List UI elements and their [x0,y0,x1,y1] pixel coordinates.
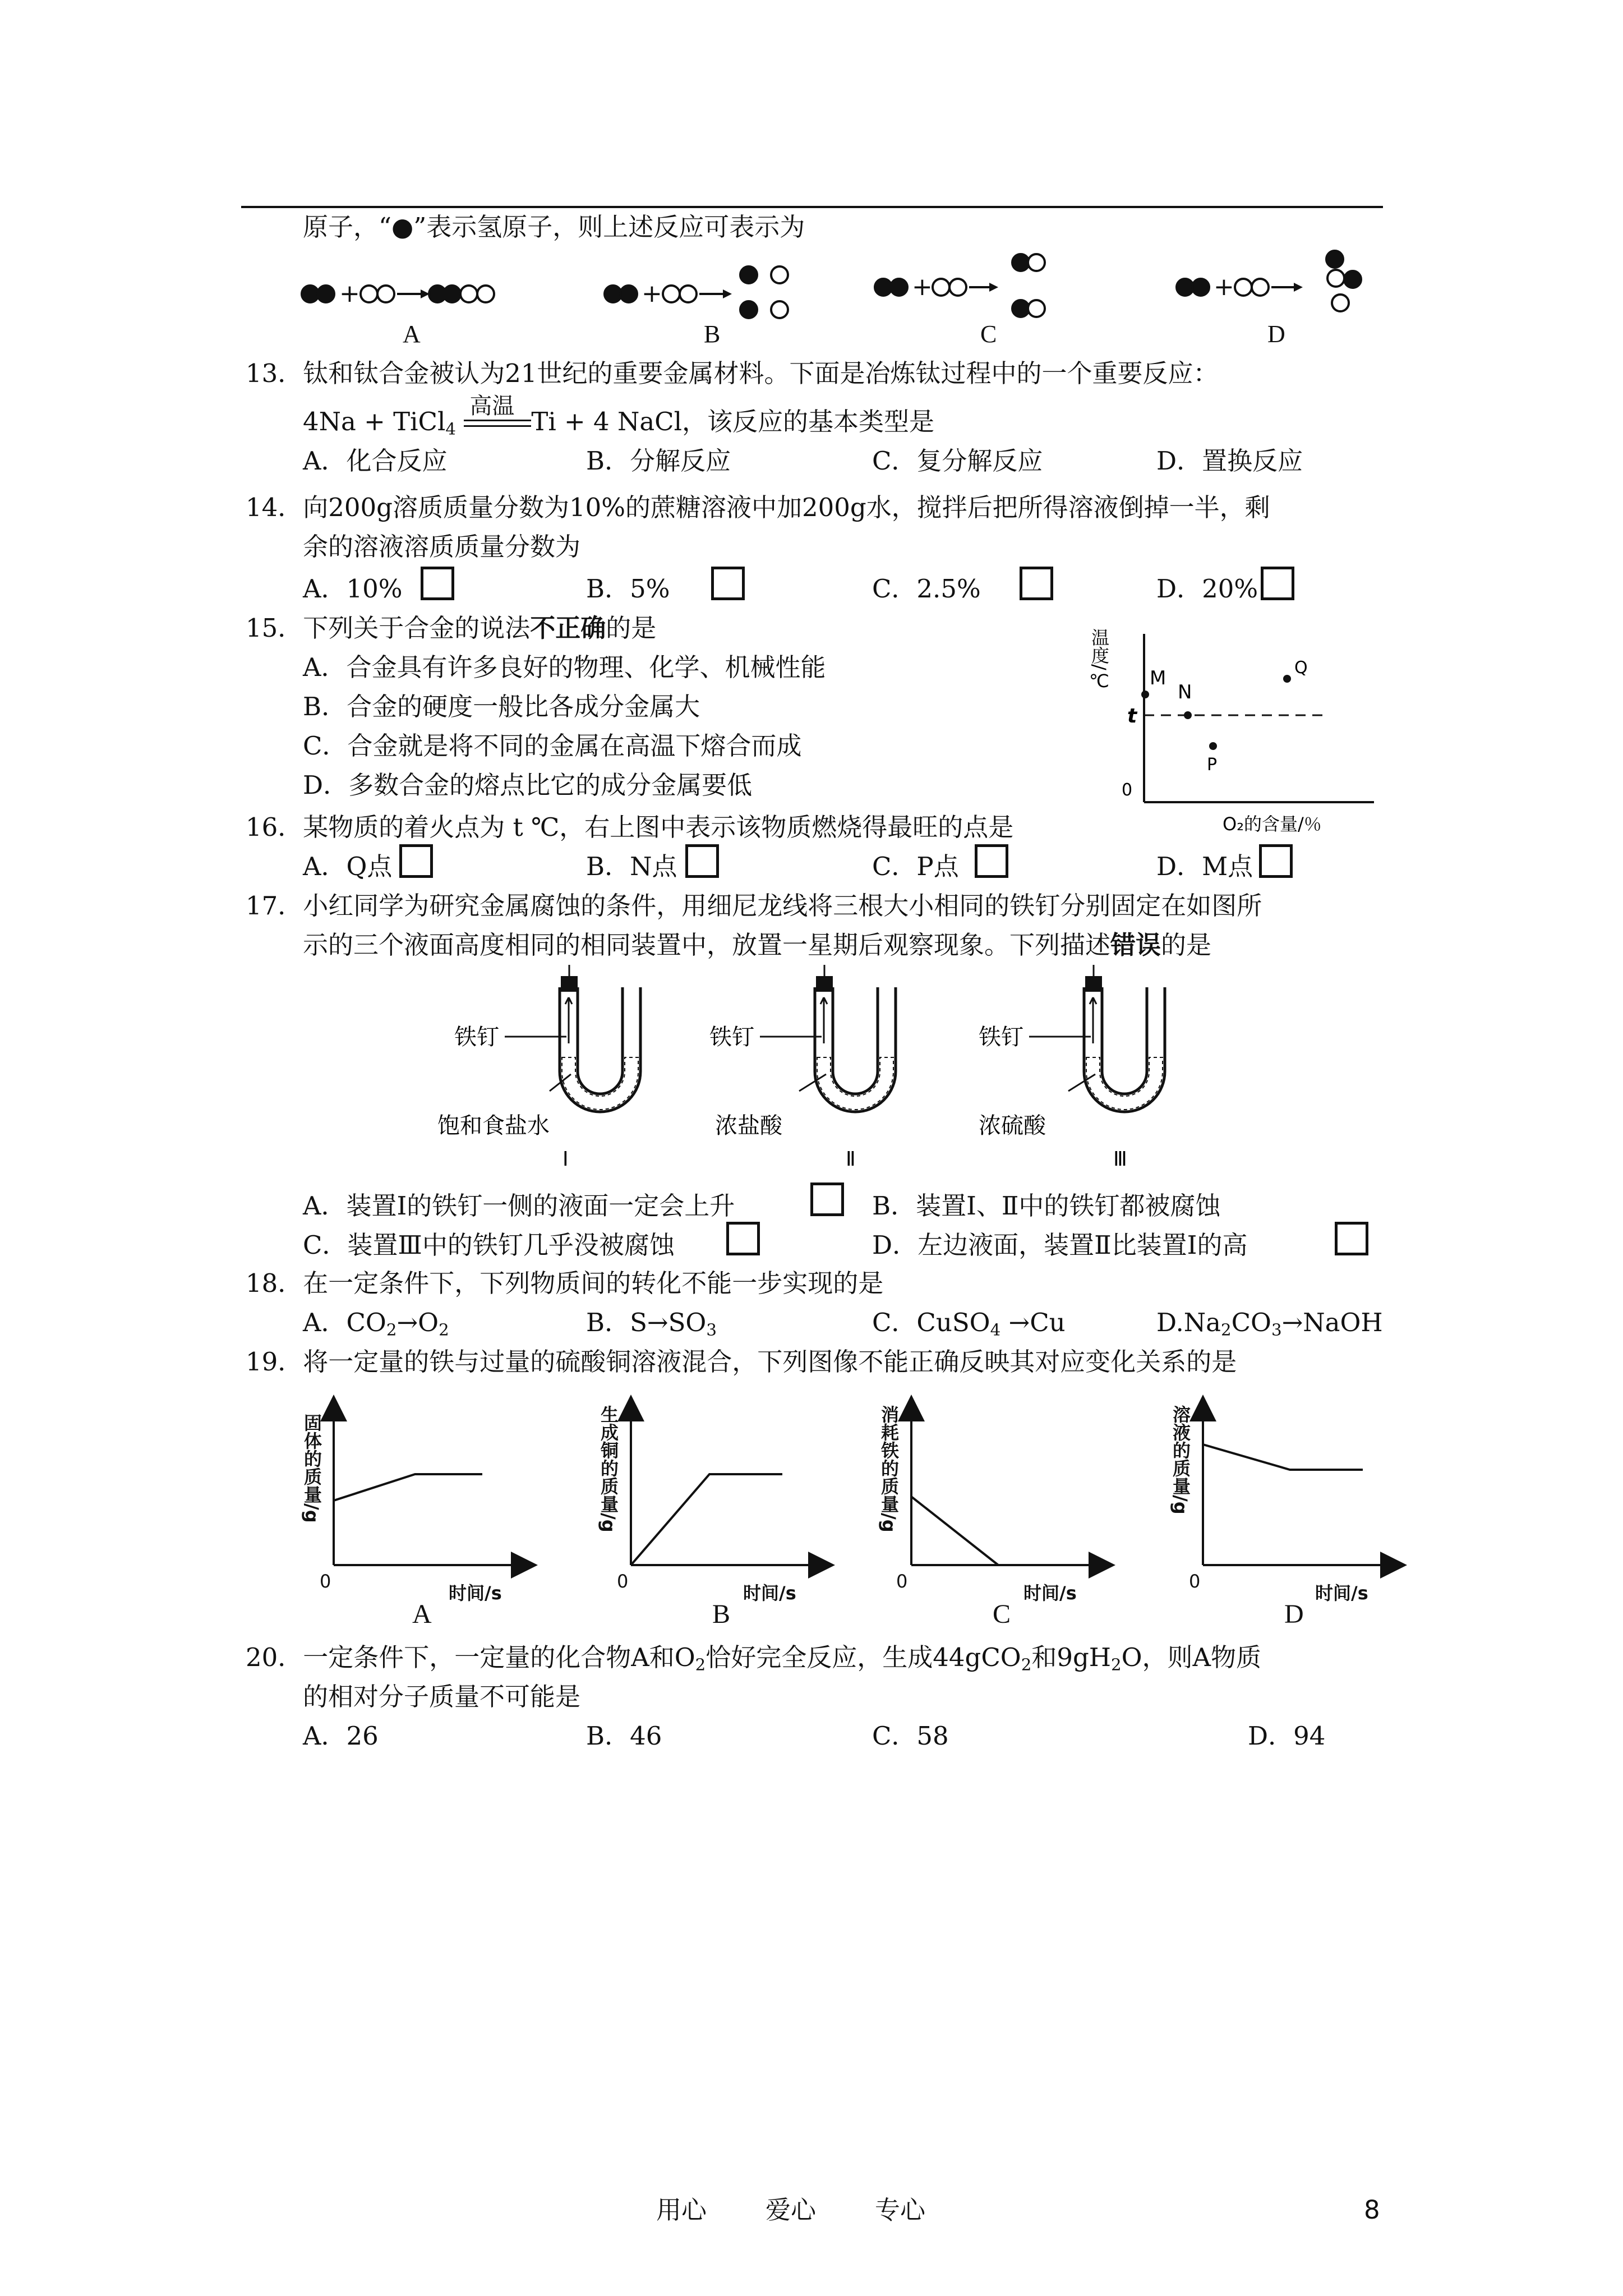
q15-stem [246,611,656,645]
q16-label-p: P [1207,755,1218,775]
q19-b-letter: B [712,1599,731,1629]
q16-option-b: B．N点 [586,852,677,881]
q19-b-origin: 0 [617,1571,629,1592]
q19-c-letter: C [993,1599,1011,1629]
q13-stem: 13．钛和钛合金被认为21世纪的重要金属材料。下面是冶炼钛过程中的一个重要反应： [246,358,1219,388]
q19-stem: 19．将一定量的铁与过量的硫酸铜溶液混合，下列图像不能正确反映其对应变化关系的是 [246,1347,1237,1377]
q17-liquid-label-3: 浓硫酸 [979,1113,1046,1139]
page-number: 8 [1364,2195,1380,2225]
q20-option-a: A．26 [303,1721,379,1751]
q20-option-b: B．46 [586,1721,662,1751]
q14-option-a: A．10% [303,574,403,604]
q14-answer-box-c[interactable] [1020,567,1053,600]
q14-answer-box-a[interactable] [421,567,454,600]
q13-option-b: B．分解反应 [586,446,731,476]
q17-answer-box-c[interactable] [726,1222,760,1255]
q13-option-a: A．化合反应 [303,446,448,476]
q13-eq-line-top [464,420,531,421]
q19-graph-a [334,1408,524,1565]
q19-a-letter: A [412,1599,432,1629]
q13-eq-arrow [464,393,531,435]
q15-stem-post: 的是 [606,613,657,643]
q17-stem-line2 [303,928,1211,962]
q16-option-a: A．Q点 [303,852,393,881]
svg-text:+: + [1214,273,1234,301]
q20-option-c: C．58 [872,1721,949,1751]
q16-y-label: 温度/℃ [1089,628,1110,692]
q12-option-b: B [704,320,721,348]
q17-answer-box-a[interactable] [810,1182,844,1216]
q17-liquid-label-1: 饱和食盐水 [437,1113,550,1139]
question-12-tail: 原子，“●”表示氢原子，则上述反应可表示为 [303,212,805,242]
q15-option-c: C．合金就是将不同的金属在高温下熔合而成 [303,731,802,761]
q13-option-c: C．复分解反应 [872,446,1043,476]
q17-roman-2: Ⅱ [846,1148,856,1171]
q16-answer-box-c[interactable] [975,844,1008,878]
q12-option-c: C [980,320,997,348]
q20-stem-line2: 的相对分子质量不可能是 [303,1682,581,1711]
q19-c-origin: 0 [896,1571,908,1592]
q19-c-xlabel: 时间/s [1023,1582,1077,1604]
q13-option-d: D．置换反应 [1156,446,1303,476]
q16-label-n: N [1178,681,1192,703]
q12-option-d: D [1267,320,1285,348]
q20-stem-line1: 20．一定条件下，一定量的化合物A和$O_2$恰好完全反应，生成44gCO$_2$和$9gH_2O$，则A物质 [246,1642,1262,1674]
q17-stem-line1: 17．小红同学为研究金属腐蚀的条件，用细尼龙线将三根大小相同的铁钉分别固定在如图所 [246,891,1262,921]
q16-point-q [1283,675,1291,683]
q17-option-a: A．装置Ⅰ的铁钉一侧的液面一定会上升 [303,1191,735,1221]
q16-label-t: t [1127,705,1137,728]
q20-option-d: D．94 [1248,1721,1326,1751]
q18-stem: 18．在一定条件下，下列物质间的转化不能一步实现的是 [246,1268,884,1298]
q14-answer-box-b[interactable] [711,567,745,600]
q19-d-letter: D [1284,1599,1304,1629]
q19-b-xlabel: 时间/s [743,1582,796,1604]
footer-motto-1: 用心 [656,2195,707,2225]
svg-text:+: + [339,279,360,308]
q16-answer-box-b[interactable] [685,844,719,878]
footer-motto-2: 爱心 [766,2195,817,2225]
q14-option-b: B．5% [586,574,670,604]
q12-molecule-diagrams [292,241,1402,314]
q12-option-a: A [403,320,421,348]
q17-option-d: D．左边液面，装置Ⅱ比装置Ⅰ的高 [872,1230,1248,1260]
q16-x-label: O₂的含量/％ [1223,813,1322,835]
q14-stem-line2: 余的溶液溶质质量分数为 [303,532,581,562]
q17-stem2-pre: 示的三个液面高度相同的相同装置中，放置一星期后观察现象。下列描述 [303,930,1111,960]
q19-a-xlabel: 时间/s [449,1582,502,1604]
q17-roman-3: Ⅲ [1113,1148,1127,1171]
q19-d-origin: 0 [1189,1571,1201,1592]
q16-point-p [1209,742,1217,750]
q16-origin: 0 [1122,780,1133,800]
top-rule [241,206,1383,208]
q17-stem2-post: 的是 [1161,930,1212,960]
q19-d-xlabel: 时间/s [1315,1582,1368,1604]
q14-stem-line1: 14．向200g溶质质量分数为10%的蔗糖溶液中加200g水，搅拌后把所得溶液倒掉一半，剩 [246,493,1270,522]
q17-stem-emphasis: 错误 [1110,930,1161,960]
q15-stem-emphasis: 不正确 [530,613,606,643]
q17-roman-1: Ⅰ [562,1148,569,1171]
q19-d-ylabel: 溶液的质量/g [1170,1405,1191,1515]
q16-label-m: M [1150,667,1166,689]
q13-eq-left-sub: 4 [445,419,457,439]
q18-option-d: $D.Na_2CO_3\to NaOH$ [1156,1308,1383,1340]
q13-eq-right: Ti + 4 NaCl，该反应的基本类型是 [531,407,935,436]
q16-label-q: Q [1294,658,1308,678]
q15-option-a: A．合金具有许多良好的物理、化学、机械性能 [303,652,826,682]
q15-stem-pre: 15．下列关于合金的说法 [246,613,531,643]
q18-option-a: A．$CO_2\to O_2$ [303,1308,449,1340]
q16-answer-box-d[interactable] [1259,844,1293,878]
q14-answer-box-d[interactable] [1261,567,1294,600]
q19-graph-b [631,1408,822,1565]
q16-point-m [1141,691,1149,698]
footer-motto-3: 专心 [875,2195,926,2225]
q17-liquid-label-2: 浓盐酸 [715,1113,782,1139]
q17-option-c: C．装置Ⅲ中的铁钉几乎没被腐蚀 [303,1230,675,1260]
q19-a-ylabel: 固体的质量/g [301,1414,322,1523]
q17-answer-box-d[interactable] [1335,1222,1368,1255]
q17-apparatus [426,965,1424,1171]
q15-option-b: B．合金的硬度一般比各成分金属大 [303,692,700,721]
q19-graph-d [1203,1408,1394,1565]
q17-nail-label-1: 铁钉 [454,1024,499,1050]
q19-a-origin: 0 [320,1571,331,1592]
q13-eq-left: 4Na + TiCl [303,407,446,436]
q13-eq-condition: 高温 [469,393,515,419]
q18-option-c: C．CuSO$_4$ →Cu [872,1308,1066,1340]
q17-nail-label-2: 铁钉 [709,1024,754,1050]
q17-nail-label-3: 铁钉 [979,1024,1023,1050]
q13-eq-line-bottom [464,425,531,427]
svg-text:+: + [912,273,933,301]
q14-option-d: D．20% [1156,574,1258,604]
q16-graph [1089,611,1385,836]
q16-answer-box-a[interactable] [399,844,433,878]
q13-equation [303,393,935,439]
q15-option-d: D．多数合金的熔点比它的成分金属要低 [303,770,753,800]
q16-stem: 16．某物质的着火点为 t ℃，右上图中表示该物质燃烧得最旺的点是 [246,812,1014,842]
q19-c-ylabel: 消耗铁的质量/g [878,1405,900,1533]
q18-option-b: B．$S\to SO_3$ [586,1308,717,1340]
svg-text:+: + [642,279,662,308]
q19-b-ylabel: 生成铜的质量/g [598,1405,619,1533]
q14-option-c: C．2.5% [872,574,981,604]
q17-option-b: B．装置Ⅰ、Ⅱ中的铁钉都被腐蚀 [872,1191,1221,1221]
q16-option-d: D．M点 [1156,852,1253,881]
q19-graph-c [911,1408,1102,1565]
q16-option-c: C．P点 [872,852,959,881]
q16-point-n [1184,711,1192,719]
